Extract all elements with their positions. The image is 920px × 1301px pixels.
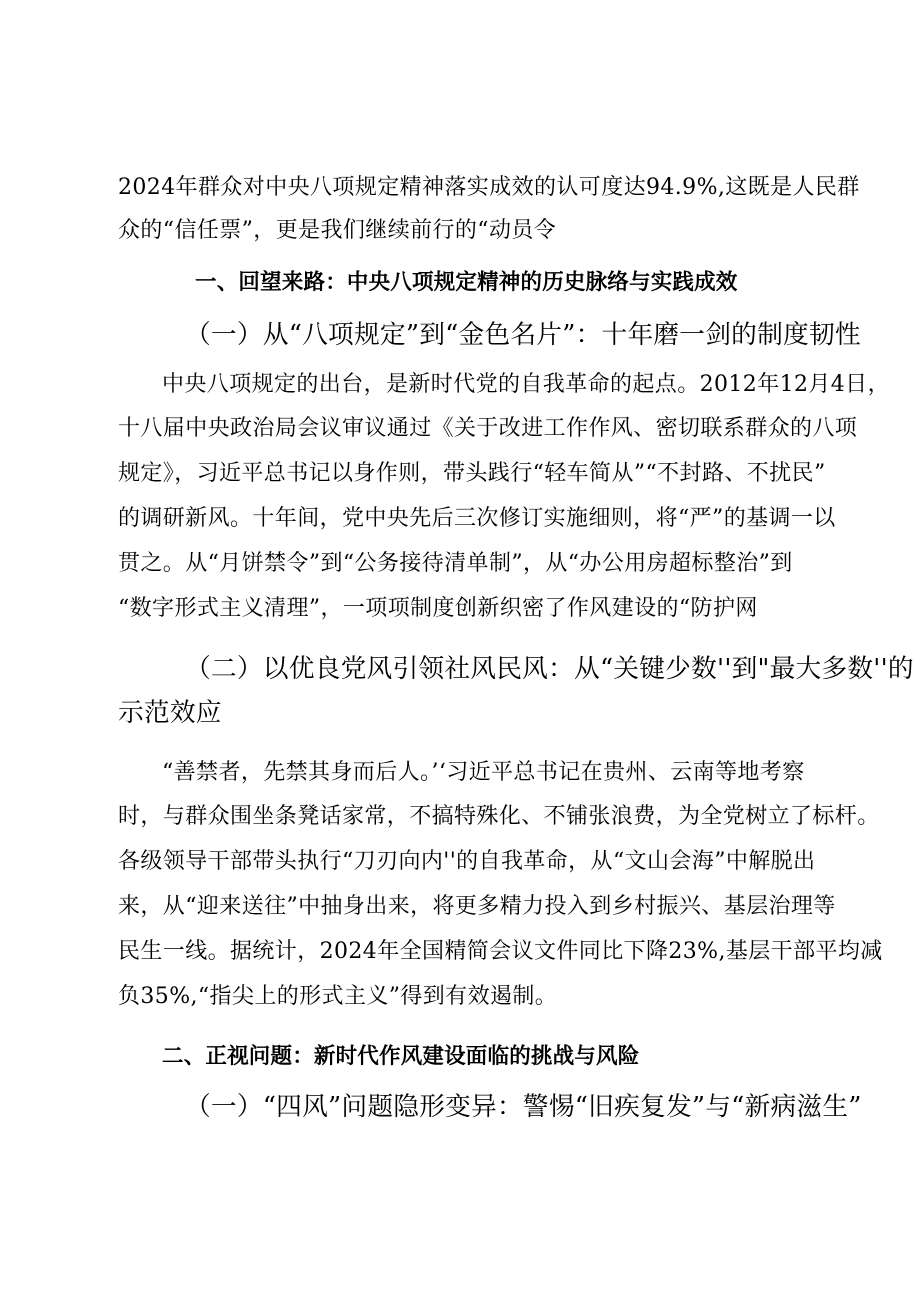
section-1-heading: 一、回望来路：中央八项规定精神的历史脉络与实践成效: [195, 270, 738, 295]
s1-sub2-line-4: 来，从“迎来送往”中抽身出来，将更多精力投入到乡村振兴、基层治理等: [118, 894, 836, 919]
section-1-sub-1-heading: （一）从“八项规定”到“金色名片”：十年磨一剑的制度韧性: [185, 320, 861, 350]
s1-sub1-line-4: 的调研新风。十年间，党中央先后三次修订实施细则，将“严”的基调一以: [118, 506, 836, 531]
s1-sub1-line-1: 中央八项规定的出台，是新时代党的自我革命的起点。2012年12月4日，: [162, 372, 890, 397]
s1-sub2-line-2: 时，与群众围坐条凳话家常，不搞特殊化、不铺张浪费，为全党树立了标杆。: [118, 804, 880, 829]
s1-sub1-line-6: “数字形式主义清理”，一项项制度创新织密了作风建设的“防护网: [118, 596, 758, 621]
s1-sub2-line-3: 各级领导干部带头执行“刀刃向内''的自我革命，从“文山会海”中解脱出: [118, 849, 816, 874]
s1-sub2-line-5: 民生一线。据统计，2024年全国精简会议文件同比下降23%,基层干部平均减: [118, 939, 883, 964]
section-2-heading: 二、正视问题：新时代作风建设面临的挑战与风险: [162, 1044, 640, 1069]
section-2-sub-1-heading: （一）“四风”问题隐形变异：警惕“旧疾复发”与“新病滋生”: [185, 1092, 862, 1122]
section-1-sub-2-heading-line-2: 示范效应: [118, 698, 222, 728]
s1-sub2-line-6: 负35%,“指尖上的形式主义”得到有效遏制。: [118, 984, 558, 1009]
s1-sub1-line-2: 十八届中央政治局会议审议通过《关于改进工作作风、密切联系群众的八项: [118, 416, 858, 441]
s1-sub1-line-5: 贯之。从“月饼禁令”到“公务接待清单制”，从“办公用房超标整治”到: [118, 551, 793, 576]
s1-sub1-line-3: 规定》，习近平总书记以身作则，带头践行“轻车简从”“不封路、不扰民”: [118, 461, 826, 486]
intro-line-2: 众的“信任票”，更是我们继续前行的“动员令: [118, 218, 557, 243]
section-1-sub-2-heading-line-1: （二）以优良党风引领社风民风：从“关键少数''到"最大多数''的: [185, 654, 914, 684]
s1-sub2-line-1: “善禁者，先禁其身而后人。’‘习近平总书记在贵州、云南等地考察: [162, 760, 805, 785]
intro-line-1: 2024年群众对中央八项规定精神落实成效的认可度达94.9%,这既是人民群: [118, 175, 860, 200]
